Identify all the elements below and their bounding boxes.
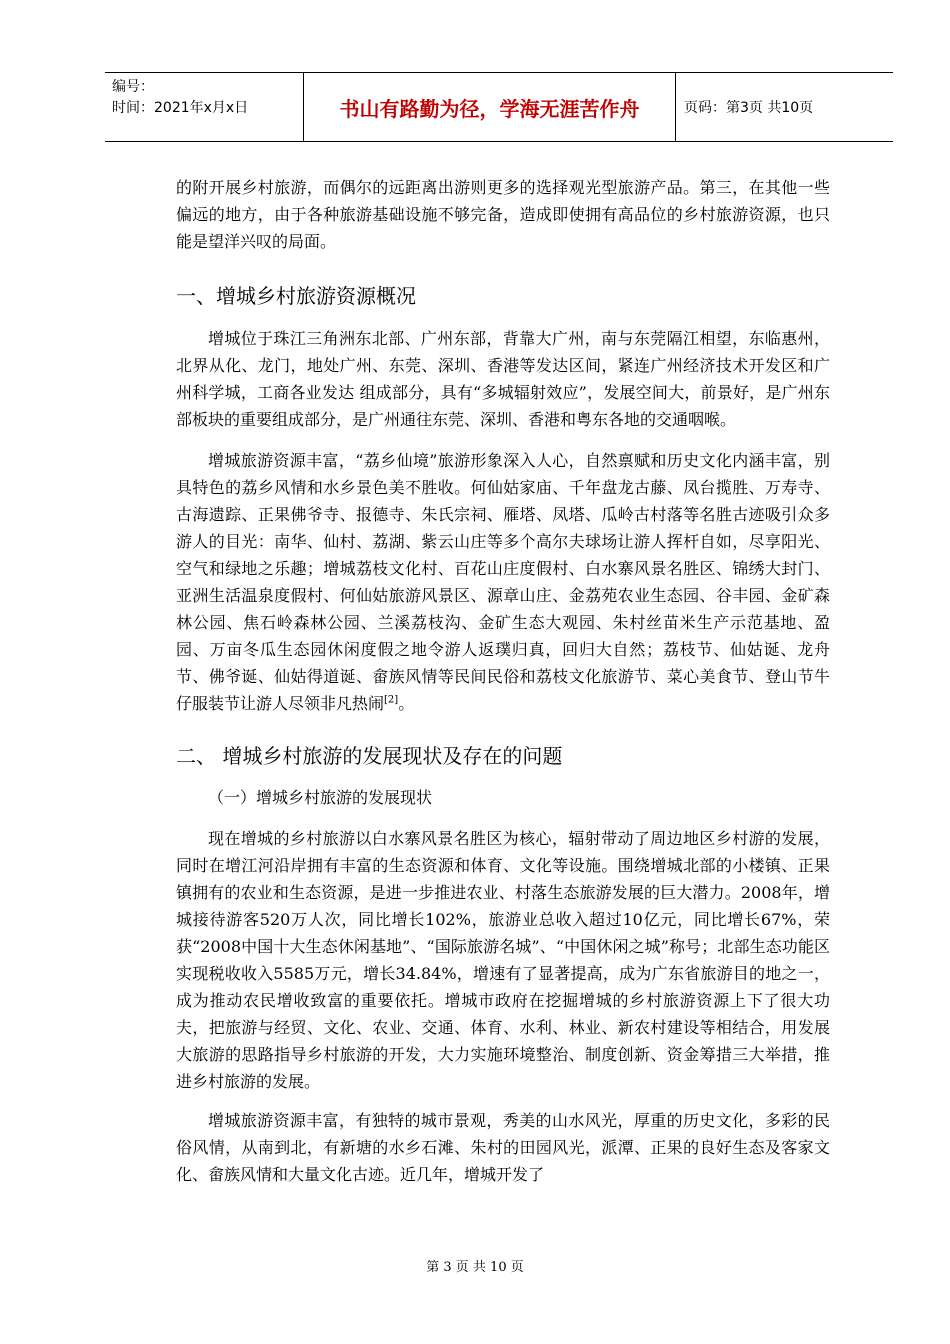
paragraph-resources-end: 。	[398, 694, 415, 713]
page-header	[105, 72, 893, 142]
paragraph-continued: 的附开展乡村旅游，而偶尔的远距离出游则更多的选择观光型旅游产品。第三，在其他一些偏远的地方，由于各种旅游基础设施不够完备，造成即使拥有高品位的乡村旅游资源，也只能是望洋兴叹的局面。	[176, 178, 830, 251]
paragraph-resources	[176, 447, 830, 717]
header-motto: 书山有路勤为径，学海无涯苦作舟	[304, 73, 676, 141]
section-heading-2: 二、 增城乡村旅游的发展现状及存在的问题	[176, 744, 563, 768]
section-heading-1: 一、增城乡村旅游资源概况	[176, 284, 416, 308]
paragraph-status: 现在增城的乡村旅游以白水寨风景名胜区为核心，辐射带动了周边地区乡村游的发展，同时在增江河沿岸拥有丰富的生态资源和体育、文化等设施。围绕增城北部的小楼镇、正果镇拥有的农业和生态资源，是进一步推进农业、村落生态旅游发展的巨大潜力。2008年，增城接待游客520万人次，同比增长102%，旅游业总收入超过10亿元，同比增长67%，荣获“2008中国十大生态休闲基地”、“国际旅游名城”、“中国休闲之城”称号；北部生态功能区实现税收收入5585万元，增长34.84%，增速有了显著提高，成为广东省旅游目的地之一，成为推动农民增收致富的重要依托。增城市政府在挖掘增城的乡村旅游资源上下了很大功夫，把旅游与经贸、文化、农业、交通、体育、水利、林业、新农村建设等相结合，用发展大旅游的思路指导乡村旅游的开发，大力实施环境整治、制度创新、资金筹措三大举措，推进乡村旅游的发展。	[176, 829, 830, 1091]
document-number-label: 编号：	[112, 79, 154, 95]
page-footer: 第 3 页 共 10 页	[426, 1260, 524, 1275]
document-date: 时间：2021年x月x日	[112, 100, 249, 116]
header-meta	[105, 73, 304, 141]
document-body	[176, 174, 830, 1188]
header-page-number: 页码：第3页 共10页	[684, 100, 814, 116]
subsection-heading-1: （一）增城乡村旅游的发展现状	[208, 788, 433, 807]
paragraph-culture: 增城旅游资源丰富，有独特的城市景观，秀美的山水风光，厚重的历史文化，多彩的民俗风情，从南到北，有新塘的水乡石滩、朱村的田园风光，派潭、正果的良好生态及客家文化、畲族风情和大量文化古迹。近几年，增城开发了	[176, 1111, 830, 1184]
paragraph-resources-text: 增城旅游资源丰富，“荔乡仙境”旅游形象深入人心，自然禀赋和历史文化内涵丰富，别具特色的荔乡风情和水乡景色美不胜收。何仙姑家庙、千年盘龙古藤、凤台揽胜、万寿寺、古海遗踪、正果佛爷寺、报德寺、朱氏宗祠、雁塔、凤塔、瓜岭古村落等名胜古迹吸引众多游人的目光：南华、仙村、荔湖、紫云山庄等多个高尔夫球场让游人挥杆自如，尽享阳光、空气和绿地之乐趣；增城荔枝文化村、百花山庄度假村、白水寨风景名胜区、锦绣大封门、亚洲生活温泉度假村、何仙姑旅游风景区、源章山庄、金荔苑农业生态园、谷丰园、金矿森林公园、焦石岭森林公园、兰溪荔枝沟、金矿生态大观园、朱村丝苗米生产示范基地、盈园、万亩冬瓜生态园休闲度假之地令游人返璞归真，回归大自然；荔枝节、仙姑诞、龙舟节、佛爷诞、仙姑得道诞、畲族风情等民间民俗和荔枝文化旅游节、菜心美食节、登山节牛仔服装节让游人尽领非凡热闹	[176, 451, 830, 713]
paragraph-location: 增城位于珠江三角洲东北部、广州东部，背靠大广州，南与东莞隔江相望，东临惠州，北界从化、龙门，地处广州、东莞、深圳、香港等发达区间，紧连广州经济技术开发区和广州科学城，工商各业发达 组成部分，具有“多城辐射效应”，发展空间大，前景好，是广州东部板块的重要组成部分，是广州通往东莞、深圳、香港和粤东各地的交通咽喉。	[176, 329, 830, 429]
citation-ref: [2]	[384, 694, 399, 706]
